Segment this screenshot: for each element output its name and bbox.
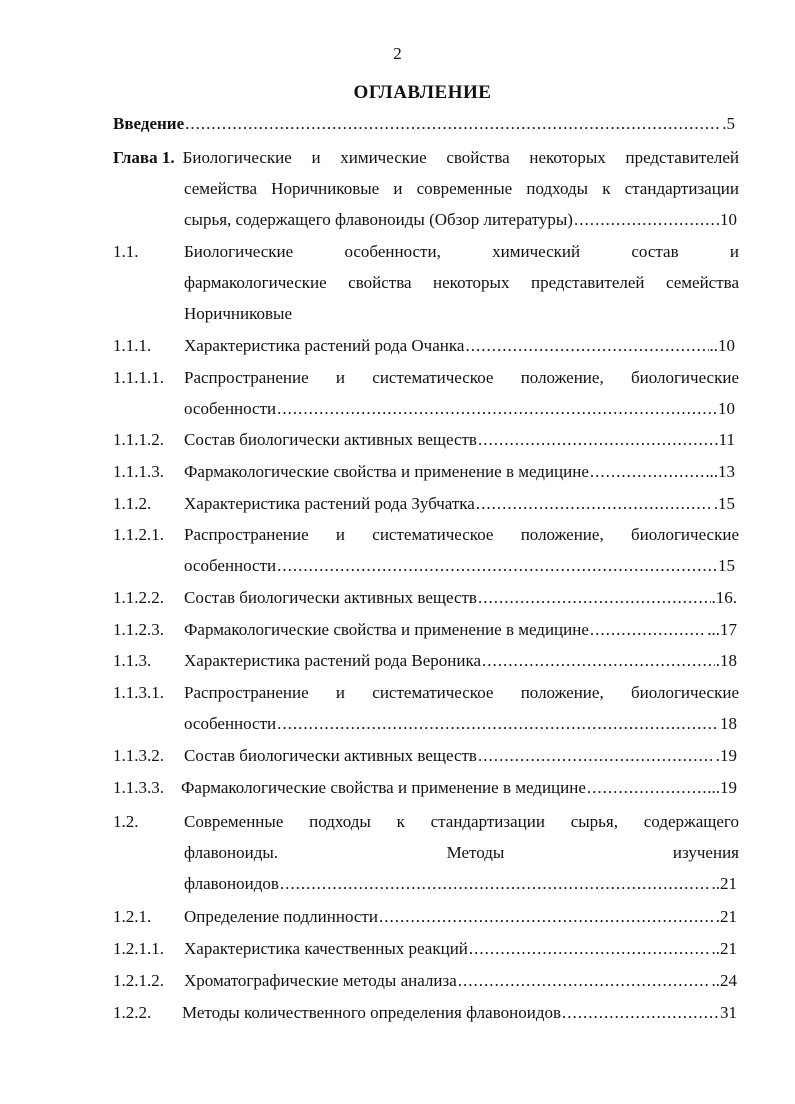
toc-entry-page: 10 (718, 399, 735, 418)
section-number: 1.1.2. (113, 494, 152, 513)
toc-entry-1-1-3-1-line-1[interactable]: Распространение и систематическое положение, биологические (184, 683, 739, 702)
page-number: 2 (393, 44, 402, 63)
toc-entry-text: особенности (184, 714, 277, 733)
toc-entry-1-1-2-2[interactable] (184, 588, 737, 608)
toc-entry-page: ..13 (709, 462, 735, 481)
dot-leader (574, 210, 719, 230)
toc-entry-page: 15 (718, 556, 735, 575)
word: флавоноиды. (184, 843, 279, 862)
dot-leader (277, 399, 717, 419)
toc-entry-1-1-1-1-line-2 (184, 399, 735, 419)
section-number: 1.2.1. (113, 907, 152, 926)
toc-chapter-line-3 (184, 210, 737, 230)
dot-leader (469, 939, 711, 959)
dot-leader (478, 746, 715, 766)
toc-entry-text: Определение подлинности (184, 907, 378, 926)
section-number: 1.1.3.2. (113, 746, 164, 765)
toc-entry-page: .18 (715, 651, 737, 670)
toc-entry-1-2-1-1[interactable] (184, 939, 737, 959)
toc-entry-1-2-1[interactable] (184, 907, 737, 927)
toc-entry-text: Хроматографические методы анализа (184, 971, 457, 990)
toc-entry-page: ..24 (711, 971, 737, 990)
toc-entry-label: Введение (113, 114, 185, 133)
toc-entry-text: Методы количественного определения флавоноидов (182, 1003, 561, 1022)
toc-entry-page: .5 (722, 114, 735, 133)
toc-entry-1-1-2[interactable] (184, 494, 735, 514)
toc-entry-text: Состав биологически активных веществ (184, 588, 477, 607)
word: изучения (672, 843, 739, 862)
toc-entry-text: Характеристика растений рода Вероника (184, 651, 482, 670)
section-number: 1.1.2.3. (113, 620, 164, 639)
dot-leader (277, 714, 719, 734)
word: состав (631, 242, 679, 261)
toc-entry-1-2-line-3 (184, 874, 737, 894)
toc-entry-page: 18 (720, 714, 737, 733)
section-number: 1.1.3.3. (113, 778, 164, 797)
dot-leader (590, 462, 709, 482)
toc-entry-intro[interactable] (113, 114, 735, 134)
word: Методы (446, 843, 505, 862)
dot-leader (476, 494, 713, 514)
section-number: 1.1.2.1. (113, 525, 164, 544)
dot-leader (379, 907, 715, 927)
toc-entry-page: ..21 (711, 874, 737, 893)
toc-entry-1-1-line-3: Норичниковые (184, 304, 293, 323)
toc-entry-page: 10 (720, 210, 737, 229)
toc-entry-1-1-3-3[interactable] (181, 778, 737, 798)
toc-entry-page: .15 (713, 494, 735, 513)
toc-entry-chapter-1[interactable] (113, 148, 739, 168)
toc-entry-text: Состав биологически активных веществ (184, 746, 477, 765)
section-number: 1.1.3.1. (113, 683, 164, 702)
toc-entry-1-1-2-1-line-2 (184, 556, 735, 576)
toc-entry-text: флавоноидов (184, 874, 279, 893)
dot-leader (458, 971, 711, 991)
toc-entry-text: особенности (184, 399, 277, 418)
chapter-title-line-2: семейства Норичниковые и современные подходы к стандартизации (184, 179, 739, 198)
word: Биологические (184, 242, 294, 261)
toc-entry-1-1-3-1-line-2 (184, 714, 737, 734)
chapter-label: Глава 1. (113, 148, 175, 167)
section-number: 1.1.2.2. (113, 588, 164, 607)
toc-entry-text: особенности (184, 556, 277, 575)
toc-entry-1-1-2-1-line-1[interactable]: Распространение и систематическое положение, биологические (184, 525, 739, 544)
word: химический (492, 242, 581, 261)
dot-leader (185, 114, 721, 134)
toc-entry-page: ..10 (709, 336, 735, 355)
word: особенности, (344, 242, 441, 261)
toc-entry-1-1-2-3[interactable] (184, 620, 737, 640)
section-number: 1.1.1.2. (113, 430, 164, 449)
dot-leader (280, 874, 711, 894)
toc-entry-1-1-line-1[interactable] (184, 242, 739, 262)
toc-entry-1-1-line-2: фармакологические свойства некоторых представителей семейства (184, 273, 739, 292)
toc-entry-text: Характеристика растений рода Очанка (184, 336, 465, 355)
toc-entry-1-1-1[interactable] (184, 336, 735, 356)
dot-leader (482, 651, 715, 671)
toc-entry-page: .19 (715, 746, 737, 765)
dot-leader (587, 778, 706, 798)
toc-entry-1-1-3-2[interactable] (184, 746, 737, 766)
section-number: 1.1. (113, 242, 139, 261)
toc-entry-page: ...17 (707, 620, 737, 639)
toc-entry-text: Характеристика растений рода Зубчатка (184, 494, 475, 513)
toc-entry-page: .21 (715, 907, 737, 926)
toc-entry-page: .16. (711, 588, 737, 607)
section-number: 1.1.1.3. (113, 462, 164, 481)
dot-leader (478, 430, 713, 450)
chapter-title-line-3: сырья, содержащего флавоноиды (Обзор литературы) (184, 210, 573, 229)
toc-entry-page: ..21 (711, 939, 737, 958)
dot-leader (277, 556, 717, 576)
toc-entry-1-1-1-2[interactable] (184, 430, 735, 450)
toc-entry-text: Фармакологические свойства и применение в медицине (184, 620, 589, 639)
toc-entry-page: ...19 (707, 778, 737, 797)
dot-leader (478, 588, 711, 608)
toc-entry-page: 31 (720, 1003, 737, 1022)
toc-entry-text: Характеристика качественных реакций (184, 939, 468, 958)
section-number: 1.2.1.2. (113, 971, 164, 990)
section-number: 1.1.1. (113, 336, 152, 355)
section-number: 1.2. (113, 812, 139, 831)
section-number: 1.2.2. (113, 1003, 152, 1022)
toc-entry-1-1-1-1-line-1[interactable]: Распространение и систематическое положение, биологические (184, 368, 739, 387)
chapter-title-line-1: Биологические и химические свойства некоторых представителей (182, 148, 739, 167)
toc-entry-1-1-1-3[interactable] (184, 462, 735, 482)
page-title: ОГЛАВЛЕНИЕ (353, 82, 492, 103)
dot-leader (590, 620, 706, 640)
toc-entry-1-2-line-2 (184, 843, 739, 863)
dot-leader (562, 1003, 719, 1023)
toc-chapter-line-1 (113, 148, 739, 168)
section-number: 1.2.1.1. (113, 939, 164, 958)
section-number: 1.1.1.1. (113, 368, 164, 387)
toc-entry-text: Фармакологические свойства и применение в медицине (181, 778, 586, 797)
toc-entry-1-2-2[interactable] (182, 1003, 737, 1023)
toc-entry-text: Состав биологически активных веществ (184, 430, 477, 449)
toc-entry-1-2-line-1[interactable]: Современные подходы к стандартизации сырья, содержащего (184, 812, 739, 831)
dot-leader (465, 336, 708, 356)
toc-entry-1-1-3[interactable] (184, 651, 737, 671)
toc-entry-text: Фармакологические свойства и применение в медицине (184, 462, 589, 481)
word: и (729, 242, 739, 261)
toc-entry-page: .11 (714, 430, 735, 449)
section-number: 1.1.3. (113, 651, 152, 670)
toc-entry-1-2-1-2[interactable] (184, 971, 737, 991)
